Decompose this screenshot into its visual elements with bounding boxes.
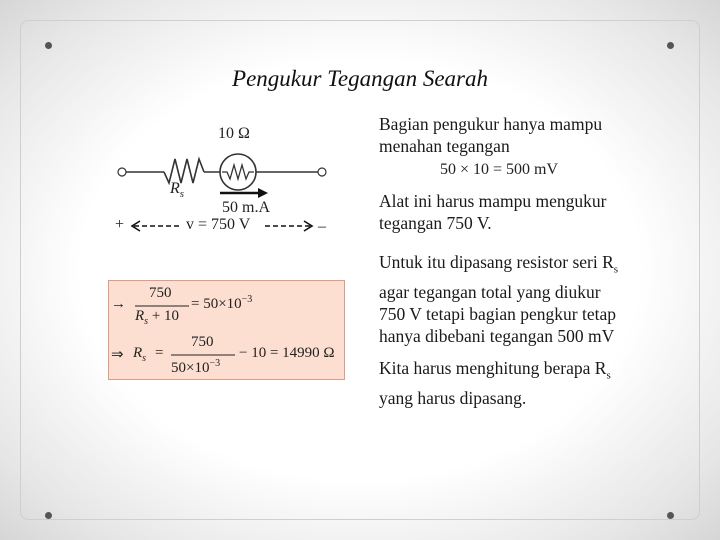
paragraph-3-line-1-sub: s xyxy=(613,263,619,276)
slide-title: Pengukur Tegangan Searah xyxy=(232,66,488,91)
formula2-numerator: 750 xyxy=(191,334,214,350)
formula2-den-exp: −3 xyxy=(209,358,221,369)
formula1-rhs-value: = 50×10 xyxy=(191,296,242,312)
formula-box xyxy=(108,280,345,380)
formula1-den-rest: + 10 xyxy=(148,308,180,324)
corner-dot-bottom-right xyxy=(667,512,674,519)
current-label: 50 m.A xyxy=(222,199,270,216)
paragraph-4-line-1-sub: s xyxy=(606,369,611,382)
formula1-numerator: 750 xyxy=(149,285,172,301)
formula1-denominator xyxy=(135,308,179,327)
paragraph-4-line-1 xyxy=(379,357,611,387)
rs-label xyxy=(170,180,184,200)
minus-sign: – xyxy=(318,218,326,235)
paragraph-3-line-1-text: Untuk itu dipasang resistor seri R xyxy=(379,252,614,272)
formula1-rhs-exp: −3 xyxy=(241,294,253,305)
corner-dot-top-left xyxy=(45,42,52,49)
paragraph-3-line-4: hanya dibebani tegangan 500 mV xyxy=(379,325,615,346)
formula2-lhs xyxy=(133,345,146,364)
paragraph-2-line-1: Alat ini harus mampu mengukur xyxy=(379,191,607,211)
terminal-right xyxy=(318,168,326,176)
corner-dot-bottom-left xyxy=(45,512,52,519)
paragraph-4-line-2: yang harus dipasang. xyxy=(379,387,527,408)
paragraph-4 xyxy=(379,357,611,409)
formula2-arrow: ⇒ xyxy=(111,347,124,363)
paragraph-1-line-2: menahan tegangan xyxy=(379,136,510,156)
paragraph-3 xyxy=(379,251,618,347)
paragraph-2-line-2: tegangan 750 V. xyxy=(379,213,492,233)
resistance-label: 10 Ω xyxy=(218,125,250,142)
paragraph-1 xyxy=(379,113,602,157)
paragraph-1-formula: 50 × 10 = 500 mV xyxy=(440,161,559,178)
rs-label-sub: s xyxy=(179,188,185,201)
paragraph-4-line-1-text: Kita harus menghitung berapa R xyxy=(379,358,607,378)
formula2-denominator xyxy=(171,358,220,377)
formula2-rhs: − 10 = 14990 Ω xyxy=(239,345,335,361)
voltage-label: v = 750 V xyxy=(186,216,251,233)
plus-sign: + xyxy=(115,216,125,233)
rs-label-var: R xyxy=(170,180,180,197)
formula1-den-var: R xyxy=(135,308,145,324)
formula2-equals: = xyxy=(155,345,164,361)
formula1-rhs xyxy=(191,294,252,313)
paragraph-2 xyxy=(379,190,606,234)
current-arrowhead xyxy=(258,188,268,198)
formula1-arrow: → xyxy=(111,296,126,312)
paragraph-1-line-1: Bagian pengukur hanya mampu xyxy=(379,114,603,134)
formula2-sub: s xyxy=(142,353,147,364)
formula2-var: R xyxy=(133,345,143,361)
paragraph-3-line-1 xyxy=(379,251,618,281)
formula1-den-sub: s xyxy=(144,316,149,327)
terminal-left xyxy=(118,168,126,176)
paragraph-3-line-3: 750 V tetapi bagian pengkur tetap xyxy=(379,303,617,324)
corner-dot-top-right xyxy=(667,42,674,49)
formula2-den-value: 50×10 xyxy=(171,360,210,376)
paragraph-3-line-2: agar tegangan total yang diukur xyxy=(379,281,601,302)
